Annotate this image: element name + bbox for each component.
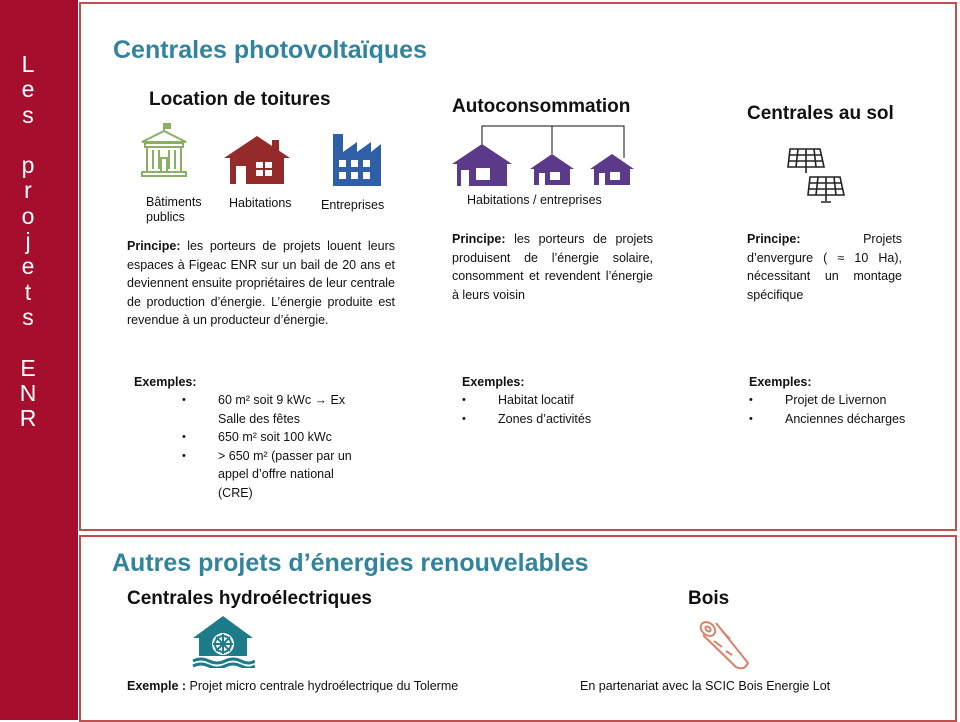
sidebar-vertical-title: L e s p r o j e t s E N R xyxy=(19,51,37,432)
autoconso-title: Autoconsommation xyxy=(452,96,631,117)
bois-text: En partenariat avec la SCIC Bois Energie Lot xyxy=(580,679,831,693)
hydro-icon xyxy=(191,614,255,668)
autoconso-caption: Habitations / entreprises xyxy=(467,193,602,207)
sol-exemples-label: Exemples: xyxy=(749,375,812,389)
hydro-title: Centrales hydroélectriques xyxy=(127,588,372,609)
companies-label: Entreprises xyxy=(321,198,385,212)
houses-label: Habitations xyxy=(229,196,292,210)
other-projects-title: Autres projets d’énergies renouvelables xyxy=(112,549,589,577)
sol-principe: Principe: Projets d’envergure ( ≈ 10 Ha), nécessitant un montage spécifique xyxy=(747,232,902,302)
solar-panels-icon xyxy=(786,145,848,207)
toitures-principe: Principe: les porteurs de projets louent leurs espaces à Figeac ENR sur un bail de 20 ans et deviennent ensuite propriétaires de leur centrale de production d’énergie. L’énergie produite est revendue à un producteur d’énergie. xyxy=(127,239,395,327)
list-item: • Projet de Livernon xyxy=(749,393,887,407)
autoconso-exemples-label: Exemples: xyxy=(462,375,525,389)
autoconso-exemples-list xyxy=(462,391,662,428)
list-item: • Anciennes décharges xyxy=(749,411,906,426)
public-building-icon xyxy=(138,122,190,180)
toitures-exemples-label: Exemples: xyxy=(134,375,197,389)
list-item: • Habitat locatif xyxy=(462,393,574,407)
hydro-example: Exemple : Projet micro centrale hydroélectrique du Tolerme xyxy=(127,679,459,693)
list-item: • > 650 m² (passer par un appel d’offre national (CRE) xyxy=(182,448,352,500)
toitures-title: Location de toitures xyxy=(149,89,331,110)
sol-title: Centrales au sol xyxy=(747,103,894,124)
sol-exemples-list xyxy=(749,391,949,428)
autoconso-principe: Principe: les porteurs de projets produisent de l’énergie solaire, consomment et revendent l’énergie à leurs voisin xyxy=(452,232,653,302)
list-item: • 650 m² soit 100 kWc xyxy=(182,430,332,444)
list-item: • 60 m² soit 9 kWc → Ex Salle des fêtes xyxy=(182,393,346,426)
connected-houses-icon xyxy=(448,124,638,188)
photovoltaic-section-title: Centrales photovoltaïques xyxy=(113,36,427,64)
house-icon xyxy=(222,134,292,186)
bois-title: Bois xyxy=(688,588,730,609)
list-item: • Zones d’activités xyxy=(462,411,592,426)
wood-log-icon xyxy=(696,617,752,671)
toitures-exemples-list xyxy=(180,391,380,502)
public-buildings-label: Bâtiments publics xyxy=(146,195,202,224)
factory-icon xyxy=(331,130,383,188)
